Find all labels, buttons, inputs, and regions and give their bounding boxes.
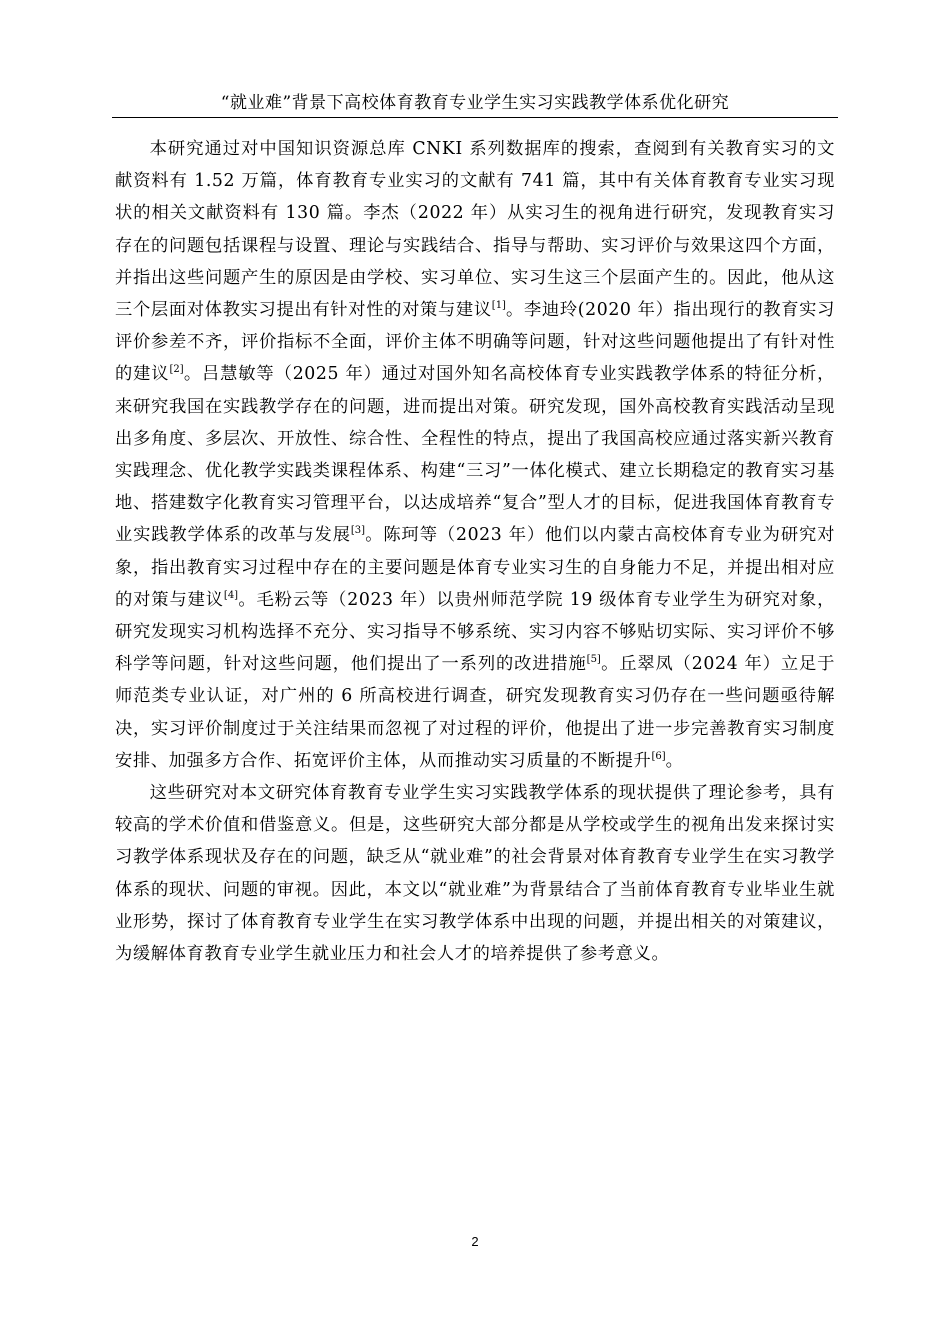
- page-number: 2: [471, 1234, 479, 1249]
- citation-ref: [2]: [169, 364, 184, 376]
- citation-ref: [5]: [586, 654, 601, 666]
- paragraph-text: 。李迪玲(2020 年）指出现行的教育实习评价参差不齐，评价指标不全面，评价主体不明确等问题，针对这些问题他提出了有针对性的建议: [115, 300, 835, 385]
- paragraph-research-significance: [115, 777, 835, 970]
- citation-ref: [3]: [350, 525, 366, 537]
- paragraph-text: 这些研究对本文研究体育教育专业学生实习实践教学体系的现状提供了理论参考，具有较高的学术价值和借鉴意义。但是，这些研究大部分都是从学校或学生的视角出发来探讨实习教学体系现状及存在的问题，缺乏从“就业难”的社会背景对体育教育专业学生在实习教学体系的现状、问题的审视。因此，本文以“就业难”为背景结合了当前体育教育专业毕业生就业形势，探讨了体育教育专业学生在实习教学体系中出现的问题，并提出相关的对策建议，为缓解体育教育专业学生就业压力和社会人才的培养提供了参考意义。: [115, 783, 835, 965]
- paragraph-text: 。丘翠凤（2024 年）立足于师范类专业认证，对广州的 6 所高校进行调查，研究发现教育实习仍存在一些问题亟待解决，实习评价制度过于关注结果而忽视了对过程的评价，他提出了进一步完善教育实习制度安排、加强多方合作、拓宽评价主体，从而推动实习质量的不断提升: [115, 654, 835, 771]
- paragraph-text: 。: [665, 750, 684, 771]
- header-divider: [112, 117, 838, 118]
- paragraph-text: 。毛粉云等（2023 年）以贵州师范学院 19 级体育专业学生为研究对象，研究发现实习机构选择不充分、实习指导不够系统、实习内容不够贴切实际、实习评价不够科学等问题，针对这些问题，他们提出了一系列的改进措施: [115, 589, 835, 675]
- citation-ref: [6]: [651, 751, 666, 763]
- paragraph-literature-review: [115, 133, 835, 777]
- running-header-title: “就业难”背景下高校体育教育专业学生实习实践教学体系优化研究: [220, 93, 730, 113]
- paragraph-text: 。吕慧敏等（2025 年）通过对国外知名高校体育专业实践教学体系的特征分析，来研究我国在实践教学存在的问题，进而提出对策。研究发现，国外高校教育实践活动呈现出多角度、多层次、开放性、综合性、全程性的特点，提出了我国高校应通过落实新兴教育实践理念、优化教学实践类课程体系、构建“三习”一体化模式、建立长期稳定的教育实习基地、搭建数字化教育实习管理平台，以达成培养“复合”型人才的目标，促进我国体育教育专业实践教学体系的改革与发展: [115, 364, 835, 546]
- paragraph-text: 本研究通过对中国知识资源总库 CNKI 系列数据库的搜索，查阅到有关教育实习的文献资料有 1.52 万篇，体育教育专业实习的文献有 741 篇，其中有关体育教育专业实习现状的相关文献资料有 130 篇。李杰（2022 年）从实习生的视角进行研究，发现教育实习存在的问题包括课程与设置、理论与实践结合、指导与帮助、实习评价与效果这四个方面，并指出这些问题产生的原因是由学校、实习单位、实习生这三个层面产生的。因此，他从这三个层面对体教实习提出有针对性的对策与建议: [115, 139, 835, 321]
- citation-ref: [4]: [223, 590, 239, 602]
- citation-ref: [1]: [491, 300, 506, 312]
- body-text: [115, 133, 835, 970]
- paragraph-text: 。陈珂等（2023 年）他们以内蒙古高校体育专业为研究对象，指出教育实习过程中存在的主要问题是体育专业实习生的自身能力不足，并提出相对应的对策与建议: [115, 525, 835, 610]
